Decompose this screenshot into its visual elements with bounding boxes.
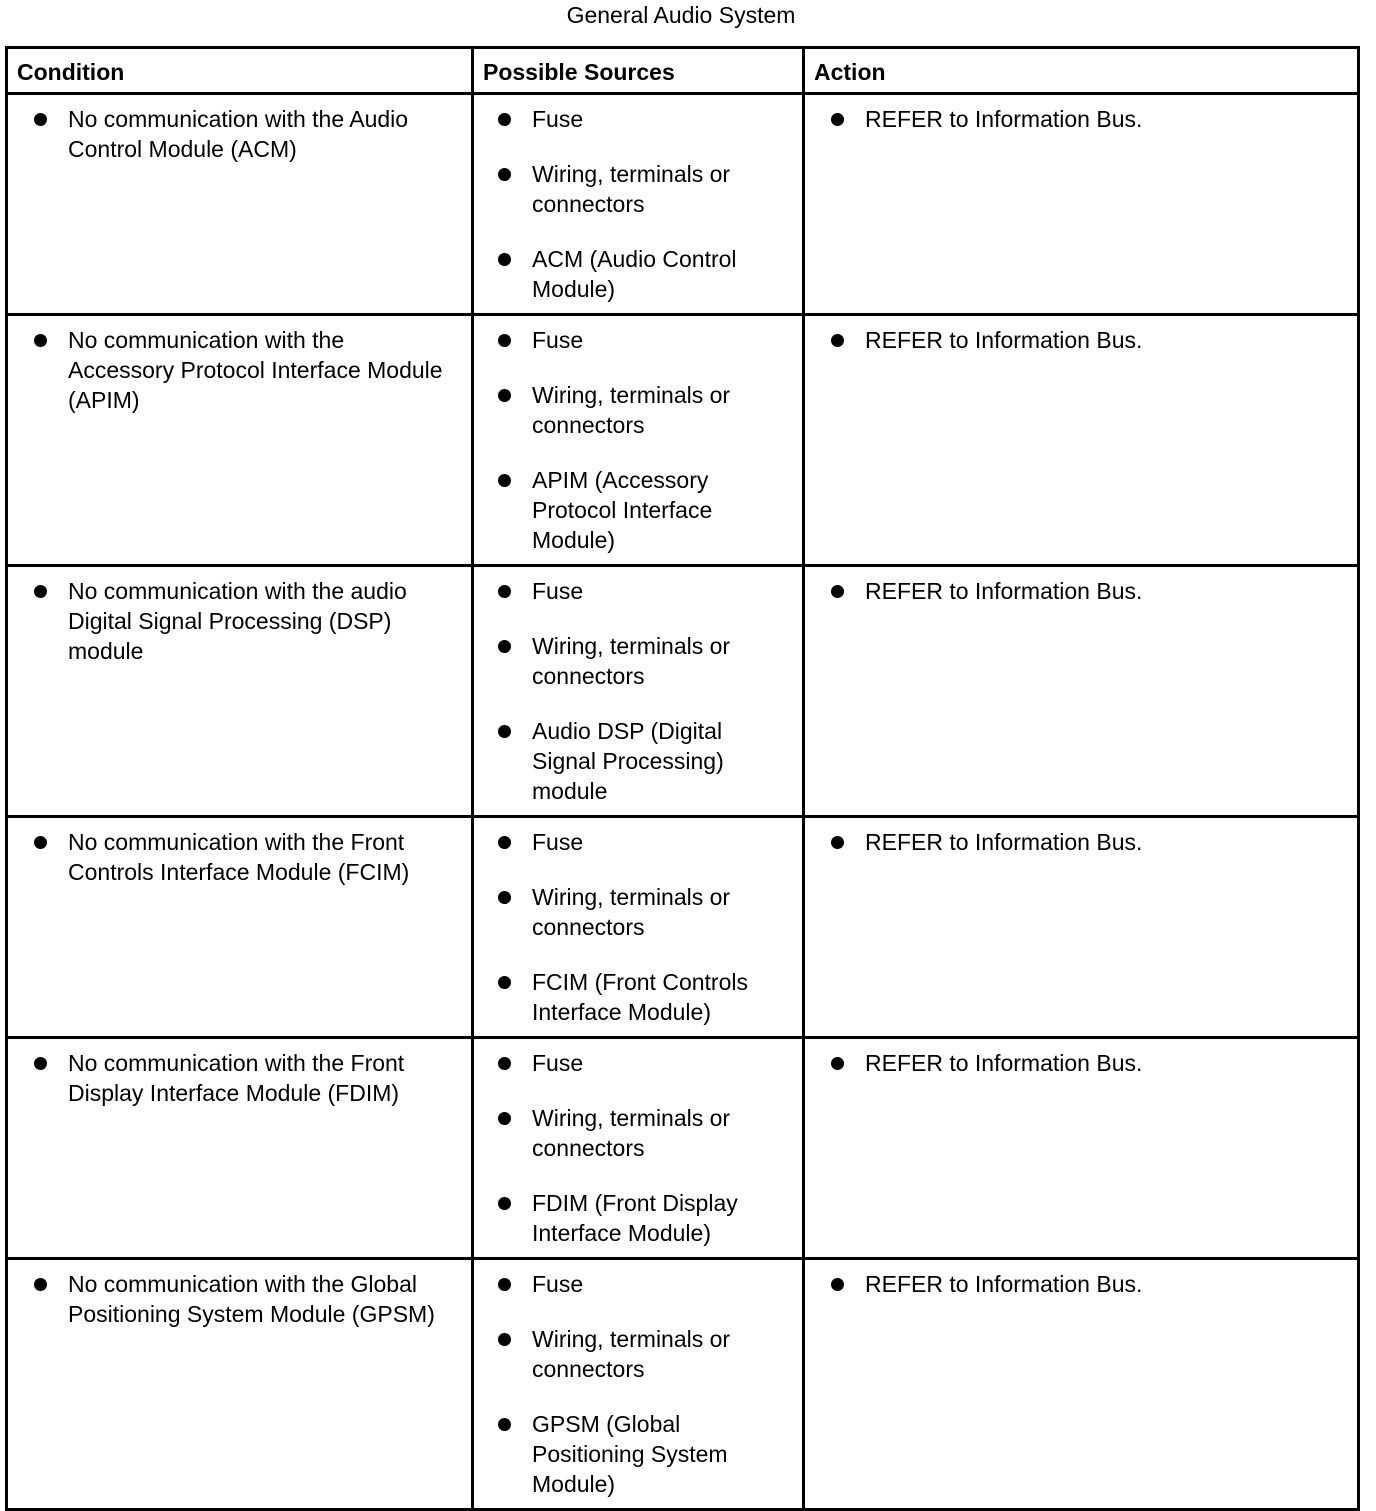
bullet-icon — [498, 334, 511, 347]
source-text: Fuse — [532, 106, 584, 132]
table-header-row — [7, 48, 1359, 94]
sources-cell — [473, 817, 804, 1038]
bullet-icon — [34, 334, 47, 347]
source-text: APIM (Accessory Protocol Interface Module) — [532, 467, 713, 553]
source-text: FDIM (Front Display Interface Module) — [532, 1190, 738, 1246]
source-text: Wiring, terminals or connectors — [532, 161, 731, 217]
bullet-icon — [831, 836, 844, 849]
source-text: Wiring, terminals or connectors — [532, 1105, 731, 1161]
source-text: Fuse — [532, 1050, 584, 1076]
list-item — [498, 1269, 786, 1299]
bullet-icon — [34, 113, 47, 126]
bullet-icon — [498, 836, 511, 849]
bullet-icon — [831, 334, 844, 347]
list-item — [498, 882, 786, 942]
bullet-icon — [498, 725, 511, 738]
action-cell — [804, 1038, 1359, 1259]
list-item — [498, 244, 786, 304]
list-item — [34, 1048, 455, 1108]
table-row — [7, 94, 1359, 315]
list-item — [831, 1048, 1341, 1078]
list-item — [498, 1048, 786, 1078]
table-row — [7, 315, 1359, 566]
source-text: Wiring, terminals or connectors — [532, 884, 731, 940]
bullet-icon — [498, 1197, 511, 1210]
list-item — [34, 325, 455, 415]
bullet-icon — [831, 113, 844, 126]
bullet-icon — [498, 253, 511, 266]
action-text: REFER to Information Bus. — [865, 106, 1143, 132]
bullet-icon — [831, 1057, 844, 1070]
condition-text: No communication with the Accessory Protocol Interface Module (APIM) — [68, 327, 443, 413]
bullet-icon — [498, 1112, 511, 1125]
bullet-icon — [498, 113, 511, 126]
list-item — [34, 1269, 455, 1329]
table-row — [7, 566, 1359, 817]
source-text: GPSM (Global Positioning System Module) — [532, 1411, 728, 1497]
list-item — [498, 967, 786, 1027]
list-item — [831, 576, 1341, 606]
action-cell — [804, 1259, 1359, 1510]
condition-text: No communication with the Front Controls Interface Module (FCIM) — [68, 829, 410, 885]
action-text: REFER to Information Bus. — [865, 829, 1143, 855]
list-item — [34, 104, 455, 164]
list-item — [831, 104, 1341, 134]
list-item — [498, 104, 786, 134]
bullet-icon — [498, 640, 511, 653]
action-cell — [804, 315, 1359, 566]
action-text: REFER to Information Bus. — [865, 1271, 1143, 1297]
list-item — [498, 716, 786, 806]
bullet-icon — [34, 836, 47, 849]
list-item — [498, 1409, 786, 1499]
bullet-icon — [498, 891, 511, 904]
source-text: Wiring, terminals or connectors — [532, 1326, 731, 1382]
list-item — [498, 465, 786, 555]
table-row — [7, 1259, 1359, 1510]
condition-text: No communication with the Audio Control Module (ACM) — [68, 106, 409, 162]
list-item — [831, 325, 1341, 355]
sources-cell — [473, 94, 804, 315]
header-possible-sources: Possible Sources — [473, 48, 804, 94]
source-text: Fuse — [532, 327, 584, 353]
bullet-icon — [498, 1057, 511, 1070]
list-item — [498, 827, 786, 857]
page-title: General Audio System — [566, 2, 796, 28]
list-item — [831, 827, 1341, 857]
bullet-icon — [498, 585, 511, 598]
list-item — [498, 1103, 786, 1163]
condition-text: No communication with the Global Positioning System Module (GPSM) — [68, 1271, 435, 1327]
list-item — [498, 380, 786, 440]
sources-cell — [473, 566, 804, 817]
action-text: REFER to Information Bus. — [865, 327, 1143, 353]
source-text: Wiring, terminals or connectors — [532, 382, 731, 438]
action-cell — [804, 566, 1359, 817]
list-item — [498, 631, 786, 691]
source-text: Audio DSP (Digital Signal Processing) module — [532, 718, 724, 804]
action-text: REFER to Information Bus. — [865, 1050, 1143, 1076]
condition-cell — [7, 1259, 473, 1510]
bullet-icon — [498, 1418, 511, 1431]
list-item — [498, 159, 786, 219]
header-action: Action — [804, 48, 1359, 94]
condition-cell — [7, 1038, 473, 1259]
bullet-icon — [34, 1278, 47, 1291]
source-text: Fuse — [532, 578, 584, 604]
bullet-icon — [34, 585, 47, 598]
action-cell — [804, 817, 1359, 1038]
sources-cell — [473, 315, 804, 566]
bullet-icon — [498, 474, 511, 487]
condition-cell — [7, 817, 473, 1038]
table-row — [7, 1038, 1359, 1259]
header-condition: Condition — [7, 48, 473, 94]
bullet-icon — [498, 1333, 511, 1346]
list-item — [34, 576, 455, 666]
condition-text: No communication with the audio Digital Signal Processing (DSP) module — [68, 578, 407, 664]
source-text: ACM (Audio Control Module) — [532, 246, 737, 302]
source-text: Fuse — [532, 1271, 584, 1297]
list-item — [34, 827, 455, 887]
list-item — [498, 576, 786, 606]
action-text: REFER to Information Bus. — [865, 578, 1143, 604]
condition-cell — [7, 315, 473, 566]
list-item — [498, 1324, 786, 1384]
action-cell — [804, 94, 1359, 315]
diagnostic-table — [5, 46, 1360, 1511]
source-text: FCIM (Front Controls Interface Module) — [532, 969, 748, 1025]
condition-cell — [7, 94, 473, 315]
list-item — [831, 1269, 1341, 1299]
bullet-icon — [831, 585, 844, 598]
bullet-icon — [498, 168, 511, 181]
source-text: Fuse — [532, 829, 584, 855]
source-text: Wiring, terminals or connectors — [532, 633, 731, 689]
sources-cell — [473, 1259, 804, 1510]
bullet-icon — [498, 1278, 511, 1291]
condition-text: No communication with the Front Display Interface Module (FDIM) — [68, 1050, 405, 1106]
bullet-icon — [498, 976, 511, 989]
bullet-icon — [34, 1057, 47, 1070]
sources-cell — [473, 1038, 804, 1259]
table-row — [7, 817, 1359, 1038]
list-item — [498, 325, 786, 355]
bullet-icon — [831, 1278, 844, 1291]
condition-cell — [7, 566, 473, 817]
bullet-icon — [498, 389, 511, 402]
list-item — [498, 1188, 786, 1248]
